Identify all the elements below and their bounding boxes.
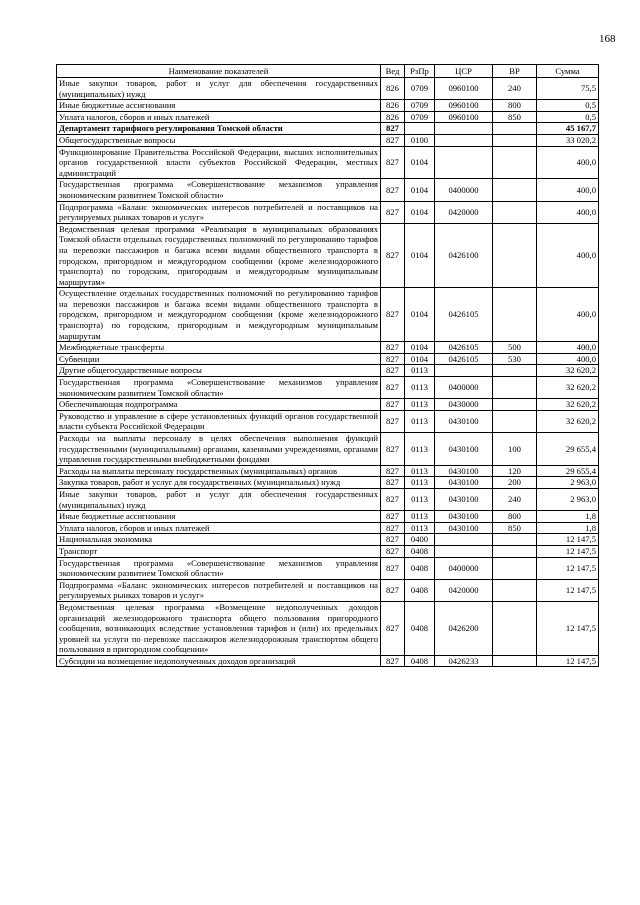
cell-vr bbox=[493, 146, 537, 179]
cell-vr bbox=[493, 223, 537, 288]
cell-ved: 827 bbox=[381, 365, 405, 377]
cell-ved: 827 bbox=[381, 288, 405, 342]
table-row bbox=[57, 433, 599, 466]
cell-csr: 0426200 bbox=[435, 601, 493, 655]
page-number: 168 bbox=[599, 33, 616, 45]
cell-sum: 0,5 bbox=[537, 100, 599, 112]
cell-rzpr: 0104 bbox=[405, 201, 435, 223]
table-row bbox=[57, 601, 599, 655]
cell-sum: 12 147,5 bbox=[537, 655, 599, 667]
cell-rzpr: 0113 bbox=[405, 365, 435, 377]
cell-csr: 0430100 bbox=[435, 511, 493, 523]
cell-rzpr: 0113 bbox=[405, 377, 435, 399]
cell-rzpr: 0113 bbox=[405, 511, 435, 523]
cell-sum: 2 963,0 bbox=[537, 477, 599, 489]
cell-csr: 0430100 bbox=[435, 433, 493, 466]
cell-csr: 0430100 bbox=[435, 488, 493, 510]
cell-vr bbox=[493, 123, 537, 135]
table-row bbox=[57, 465, 599, 477]
cell-vr bbox=[493, 601, 537, 655]
cell-ved: 826 bbox=[381, 111, 405, 123]
cell-vr: 200 bbox=[493, 477, 537, 489]
cell-rzpr: 0104 bbox=[405, 353, 435, 365]
cell-ved: 827 bbox=[381, 223, 405, 288]
cell-csr bbox=[435, 146, 493, 179]
cell-sum: 75,5 bbox=[537, 78, 599, 100]
cell-vr: 530 bbox=[493, 353, 537, 365]
cell-vr bbox=[493, 545, 537, 557]
cell-sum: 12 147,5 bbox=[537, 601, 599, 655]
cell-rzpr: 0104 bbox=[405, 342, 435, 354]
cell-rzpr: 0113 bbox=[405, 488, 435, 510]
cell-rzpr: 0104 bbox=[405, 146, 435, 179]
table-row bbox=[57, 545, 599, 557]
cell-csr: 0960100 bbox=[435, 100, 493, 112]
cell-vr bbox=[493, 557, 537, 579]
table-row bbox=[57, 353, 599, 365]
cell-name: Иные бюджетные ассигнования bbox=[57, 511, 381, 523]
cell-ved: 827 bbox=[381, 179, 405, 201]
table-row bbox=[57, 557, 599, 579]
cell-sum: 400,0 bbox=[537, 179, 599, 201]
cell-ved: 827 bbox=[381, 579, 405, 601]
cell-vr: 850 bbox=[493, 522, 537, 534]
cell-sum: 12 147,5 bbox=[537, 534, 599, 546]
cell-name: Другие общегосударственные вопросы bbox=[57, 365, 381, 377]
cell-csr bbox=[435, 534, 493, 546]
table-row bbox=[57, 179, 599, 201]
cell-name: Иные закупки товаров, работ и услуг для обеспечения государственных (муниципальных) нужд bbox=[57, 488, 381, 510]
cell-sum: 29 655,4 bbox=[537, 465, 599, 477]
cell-ved: 827 bbox=[381, 511, 405, 523]
table-row bbox=[57, 477, 599, 489]
cell-rzpr: 0709 bbox=[405, 111, 435, 123]
cell-vr bbox=[493, 201, 537, 223]
cell-ved: 827 bbox=[381, 410, 405, 432]
cell-csr: 0426105 bbox=[435, 353, 493, 365]
cell-sum: 32 620,2 bbox=[537, 410, 599, 432]
table-row bbox=[57, 78, 599, 100]
table-header-row bbox=[57, 65, 599, 78]
cell-rzpr: 0408 bbox=[405, 579, 435, 601]
cell-vr: 120 bbox=[493, 465, 537, 477]
cell-csr: 0400000 bbox=[435, 377, 493, 399]
cell-sum: 1,8 bbox=[537, 511, 599, 523]
cell-rzpr: 0400 bbox=[405, 534, 435, 546]
cell-ved: 827 bbox=[381, 655, 405, 667]
cell-ved: 827 bbox=[381, 134, 405, 146]
cell-sum: 32 620,2 bbox=[537, 399, 599, 411]
cell-csr bbox=[435, 134, 493, 146]
cell-csr: 0426100 bbox=[435, 223, 493, 288]
cell-vr bbox=[493, 655, 537, 667]
cell-csr: 0426105 bbox=[435, 288, 493, 342]
cell-vr bbox=[493, 179, 537, 201]
header-rzpr: РзПр bbox=[405, 65, 435, 78]
table-row bbox=[57, 410, 599, 432]
cell-ved: 827 bbox=[381, 557, 405, 579]
cell-name: Уплата налогов, сборов и иных платежей bbox=[57, 111, 381, 123]
cell-name: Национальная экономика bbox=[57, 534, 381, 546]
cell-csr: 0430100 bbox=[435, 465, 493, 477]
cell-rzpr: 0408 bbox=[405, 601, 435, 655]
cell-sum: 12 147,5 bbox=[537, 579, 599, 601]
cell-name: Расходы на выплаты персоналу в целях обеспечения выполнения функций государственными (муниципальными) органами, казенными учреждениями, органами управления государственными внебюджетными фондами bbox=[57, 433, 381, 466]
cell-sum: 29 655,4 bbox=[537, 433, 599, 466]
cell-ved: 827 bbox=[381, 488, 405, 510]
cell-vr bbox=[493, 534, 537, 546]
cell-name: Осуществление отдельных государственных полномочий по регулированию тарифов на перевозки пассажиров и багажа всеми видами общественного транспорта в городском, пригородном и междугородном сообщении (кроме железнодорожного транспорта) по городским, пригородным и междугородным муниципальным маршрутам bbox=[57, 288, 381, 342]
cell-csr: 0400000 bbox=[435, 557, 493, 579]
table-row bbox=[57, 288, 599, 342]
table-row bbox=[57, 123, 599, 135]
cell-vr bbox=[493, 134, 537, 146]
table-row bbox=[57, 365, 599, 377]
cell-ved: 827 bbox=[381, 545, 405, 557]
cell-csr: 0430000 bbox=[435, 399, 493, 411]
cell-name: Государственная программа «Совершенствование механизмов управления экономическим развитием Томской области» bbox=[57, 377, 381, 399]
cell-sum: 400,0 bbox=[537, 342, 599, 354]
cell-name: Руководство и управление в сфере установленных функций органов государственной власти субъекта Российской Федерации bbox=[57, 410, 381, 432]
cell-csr: 0960100 bbox=[435, 78, 493, 100]
table-row bbox=[57, 111, 599, 123]
table-row bbox=[57, 100, 599, 112]
cell-vr bbox=[493, 399, 537, 411]
table-row bbox=[57, 377, 599, 399]
cell-name: Ведомственная целевая программа «Возмещение недополученных доходов организаций железнодорожного транспорта общего пользования пригородного сообщения, возникающих вследствие установления тарифов и (или) их предельных уровней на услуги по перевозке пассажиров железнодорожным транспортом общего пользования в пригородном сообщении» bbox=[57, 601, 381, 655]
cell-ved: 827 bbox=[381, 534, 405, 546]
cell-ved: 827 bbox=[381, 522, 405, 534]
cell-csr: 0426233 bbox=[435, 655, 493, 667]
header-vr: ВР bbox=[493, 65, 537, 78]
table-row bbox=[57, 399, 599, 411]
cell-vr: 100 bbox=[493, 433, 537, 466]
cell-sum: 400,0 bbox=[537, 223, 599, 288]
header-name: Наименование показателей bbox=[57, 65, 381, 78]
cell-ved: 827 bbox=[381, 146, 405, 179]
cell-vr bbox=[493, 288, 537, 342]
table-row bbox=[57, 511, 599, 523]
cell-ved: 827 bbox=[381, 353, 405, 365]
cell-sum: 0,5 bbox=[537, 111, 599, 123]
table-row bbox=[57, 579, 599, 601]
cell-name: Транспорт bbox=[57, 545, 381, 557]
cell-vr bbox=[493, 365, 537, 377]
table-row bbox=[57, 223, 599, 288]
table-row bbox=[57, 534, 599, 546]
cell-rzpr: 0113 bbox=[405, 522, 435, 534]
cell-vr: 240 bbox=[493, 488, 537, 510]
cell-csr bbox=[435, 545, 493, 557]
cell-ved: 827 bbox=[381, 465, 405, 477]
cell-vr: 800 bbox=[493, 100, 537, 112]
table-row bbox=[57, 134, 599, 146]
cell-name: Подпрограмма «Баланс экономических интересов потребителей и поставщиков на регулируемых рынках товаров и услуг» bbox=[57, 201, 381, 223]
cell-rzpr bbox=[405, 123, 435, 135]
cell-sum: 12 147,5 bbox=[537, 545, 599, 557]
cell-ved: 827 bbox=[381, 377, 405, 399]
table-row bbox=[57, 342, 599, 354]
cell-rzpr: 0100 bbox=[405, 134, 435, 146]
cell-rzpr: 0113 bbox=[405, 410, 435, 432]
cell-csr: 0420000 bbox=[435, 201, 493, 223]
cell-vr bbox=[493, 579, 537, 601]
cell-sum: 400,0 bbox=[537, 353, 599, 365]
cell-name: Закупка товаров, работ и услуг для государственных (муниципальных) нужд bbox=[57, 477, 381, 489]
cell-ved: 827 bbox=[381, 399, 405, 411]
cell-sum: 400,0 bbox=[537, 288, 599, 342]
cell-name: Иные закупки товаров, работ и услуг для обеспечения государственных (муниципальных) нужд bbox=[57, 78, 381, 100]
cell-vr: 800 bbox=[493, 511, 537, 523]
cell-ved: 827 bbox=[381, 201, 405, 223]
cell-sum: 32 620,2 bbox=[537, 365, 599, 377]
cell-rzpr: 0104 bbox=[405, 179, 435, 201]
cell-rzpr: 0709 bbox=[405, 100, 435, 112]
cell-vr bbox=[493, 410, 537, 432]
cell-csr: 0400000 bbox=[435, 179, 493, 201]
cell-ved: 827 bbox=[381, 123, 405, 135]
cell-csr: 0960100 bbox=[435, 111, 493, 123]
cell-sum: 1,8 bbox=[537, 522, 599, 534]
cell-ved: 826 bbox=[381, 78, 405, 100]
cell-csr bbox=[435, 123, 493, 135]
cell-vr: 850 bbox=[493, 111, 537, 123]
cell-rzpr: 0113 bbox=[405, 433, 435, 466]
header-ved: Вед bbox=[381, 65, 405, 78]
cell-rzpr: 0408 bbox=[405, 655, 435, 667]
cell-name: Межбюджетные трансферты bbox=[57, 342, 381, 354]
header-sum: Сумма bbox=[537, 65, 599, 78]
cell-rzpr: 0113 bbox=[405, 399, 435, 411]
cell-name: Уплата налогов, сборов и иных платежей bbox=[57, 522, 381, 534]
budget-table bbox=[56, 64, 599, 667]
cell-vr bbox=[493, 377, 537, 399]
cell-name: Обеспечивающая подпрограмма bbox=[57, 399, 381, 411]
cell-rzpr: 0709 bbox=[405, 78, 435, 100]
cell-vr: 500 bbox=[493, 342, 537, 354]
cell-ved: 827 bbox=[381, 601, 405, 655]
cell-sum: 32 620,2 bbox=[537, 377, 599, 399]
cell-sum: 400,0 bbox=[537, 146, 599, 179]
table-row bbox=[57, 522, 599, 534]
cell-rzpr: 0113 bbox=[405, 465, 435, 477]
cell-name: Департамент тарифного регулирования Томской области bbox=[57, 123, 381, 135]
cell-csr bbox=[435, 365, 493, 377]
cell-name: Иные бюджетные ассигнования bbox=[57, 100, 381, 112]
cell-csr: 0426105 bbox=[435, 342, 493, 354]
cell-sum: 45 167,7 bbox=[537, 123, 599, 135]
header-csr: ЦСР bbox=[435, 65, 493, 78]
cell-rzpr: 0113 bbox=[405, 477, 435, 489]
cell-csr: 0420000 bbox=[435, 579, 493, 601]
cell-csr: 0430100 bbox=[435, 522, 493, 534]
cell-sum: 2 963,0 bbox=[537, 488, 599, 510]
cell-name: Субсидии на возмещение недополученных доходов организаций bbox=[57, 655, 381, 667]
cell-ved: 826 bbox=[381, 100, 405, 112]
cell-name: Субвенции bbox=[57, 353, 381, 365]
cell-rzpr: 0408 bbox=[405, 557, 435, 579]
table-row bbox=[57, 201, 599, 223]
table-row bbox=[57, 146, 599, 179]
cell-name: Расходы на выплаты персоналу государственных (муниципальных) органов bbox=[57, 465, 381, 477]
cell-rzpr: 0104 bbox=[405, 288, 435, 342]
cell-sum: 12 147,5 bbox=[537, 557, 599, 579]
cell-csr: 0430100 bbox=[435, 477, 493, 489]
cell-name: Общегосударственные вопросы bbox=[57, 134, 381, 146]
cell-rzpr: 0408 bbox=[405, 545, 435, 557]
cell-name: Подпрограмма «Баланс экономических интересов потребителей и поставщиков на регулируемых рынках товаров и услуг» bbox=[57, 579, 381, 601]
cell-name: Государственная программа «Совершенствование механизмов управления экономическим развитием Томской области» bbox=[57, 179, 381, 201]
cell-name: Функционирование Правительства Российской Федерации, высших исполнительных органов государственной власти субъектов Российской Федерации, местных администраций bbox=[57, 146, 381, 179]
cell-rzpr: 0104 bbox=[405, 223, 435, 288]
cell-name: Ведомственная целевая программа «Реализация в муниципальных образованиях Томской области отдельных государственных полномочий по регулированию тарифов на перевозки пассажиров и багажа всеми видами общественного транспорта в городском, пригородном и междугородном сообщении (кроме железнодорожного транспорта) по городским, пригородным и междугородным муниципальным маршрутам» bbox=[57, 223, 381, 288]
cell-ved: 827 bbox=[381, 342, 405, 354]
cell-ved: 827 bbox=[381, 433, 405, 466]
cell-vr: 240 bbox=[493, 78, 537, 100]
cell-ved: 827 bbox=[381, 477, 405, 489]
table-row bbox=[57, 655, 599, 667]
cell-csr: 0430100 bbox=[435, 410, 493, 432]
cell-sum: 33 020,2 bbox=[537, 134, 599, 146]
cell-sum: 400,0 bbox=[537, 201, 599, 223]
table-row bbox=[57, 488, 599, 510]
cell-name: Государственная программа «Совершенствование механизмов управления экономическим развитием Томской области» bbox=[57, 557, 381, 579]
